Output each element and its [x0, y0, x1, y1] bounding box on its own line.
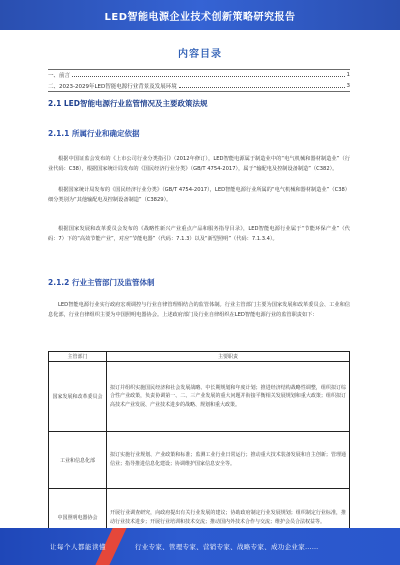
- paragraph-industry-classification: 根据中国证监会发布的《上市公司行业分类指引》（2012年修订），LED智能电源属于制造业中的“电气机械和器材制造业”（行业代码：C38），根据国家统计局发布的《国民经济行业分类》（GB/T 4754-2017），属于“输配电及控制设备制造”（C382）。: [48, 156, 350, 172]
- regulator-table: [48, 351, 350, 547]
- toc-item-page: 1: [346, 72, 350, 78]
- toc-top-rule: [48, 69, 350, 70]
- footer-experts: 行业专家、管理专家、营销专家、战略专家、成功企业家……: [135, 543, 319, 551]
- table-header-dept: 主管部门: [49, 352, 107, 362]
- table-cell-dept: 国家发展和改革委员会: [49, 362, 107, 432]
- toc-item-2[interactable]: [48, 82, 350, 90]
- toc-item-page: 3: [346, 83, 350, 89]
- table-cell-dept: 工业和信息化部: [49, 432, 107, 489]
- table-cell-dept: 中国照明电器协会: [49, 489, 107, 547]
- toc-bottom-rule: [48, 91, 350, 92]
- toc-item-label: 一、前言: [48, 73, 71, 79]
- toc-dot-leader: [179, 85, 345, 88]
- paragraph-national-classification: 根据国家统计局发布的《国民经济行业分类》（GB/T 4754-2017），LED智能电源行业所属的“电气机械和器材制造业”（C38）细分类别为“其他输配电及控制设备制造”（C3829）。: [48, 187, 350, 203]
- table-cell-duty: 拟订并组织实施国民经济和社会发展战略、中长期规划和年度计划；推进经济结构战略性调整，组织拟订综合性产业政策，负责协调第一、二、三产业发展的重大问题并衔接平衡相关发展规划和重大政策；组织拟订高技术产业发展、产业技术进步的战略、规划和重大政策。: [107, 362, 350, 432]
- toc-item-1[interactable]: [48, 71, 350, 79]
- table-header-row: [49, 352, 350, 362]
- table-row: [49, 362, 350, 432]
- footer-slogan: 让每个人都能读懂: [50, 543, 106, 551]
- table-row: [49, 432, 350, 489]
- paragraph-regulatory-system: LED智能电源行业实行政府宏观调控与行业自律管理相结合的监管体制。行业主管部门主要为国家发展和改革委员会、工业和信息化部，行业自律组织主要为中国照明电器协会。上述政府部门及行业自律组织在LED智能电源行业的监管职责如下：: [48, 302, 350, 318]
- toc-item-label: 二、2023-2029年LED智能电源行业背景及发展环境: [48, 84, 177, 90]
- table-cell-duty: 开展行业调查研究，向政府提出有关行业发展的建议；协助政府制定行业发展规划；组织制定行业标准，推动行业技术进步；开展行业培训和技术交流；推动国内外技术合作与交流；维护会员合法权益等。: [107, 489, 350, 547]
- table-cell-duty: 拟订实施行业规划、产业政策和标准；监测工业行业日常运行；推动重大技术装备发展和自主创新；管理通信业；指导推进信息化建设；协调维护国家信息安全等。: [107, 432, 350, 489]
- section-heading-2-1-2: 2.1.2 行业主管部门及监管体制: [48, 278, 155, 287]
- section-heading-2-1-1: 2.1.1 所属行业和确定依据: [48, 129, 140, 138]
- toc-title: 内容目录: [178, 49, 222, 60]
- paragraph-strategic-industry: 根据国家发展和改革委员会发布的《战略性新兴产业重点产品和服务指导目录》，LED智能电源行业属于“节能环保产业”（代码：7）下的“高效节能产业”，对应“节能电器”（代码：7.1.3）以及“新型照明”（代码：7.1.3.4）。: [48, 226, 350, 242]
- table-header-duty: 主要职责: [107, 352, 350, 362]
- report-title: LED智能电源企业技术创新策略研究报告: [104, 12, 296, 23]
- section-heading-2-1: 2.1 LED智能电源行业监管情况及主要政策法规: [48, 99, 208, 108]
- toc-dot-leader: [72, 74, 344, 77]
